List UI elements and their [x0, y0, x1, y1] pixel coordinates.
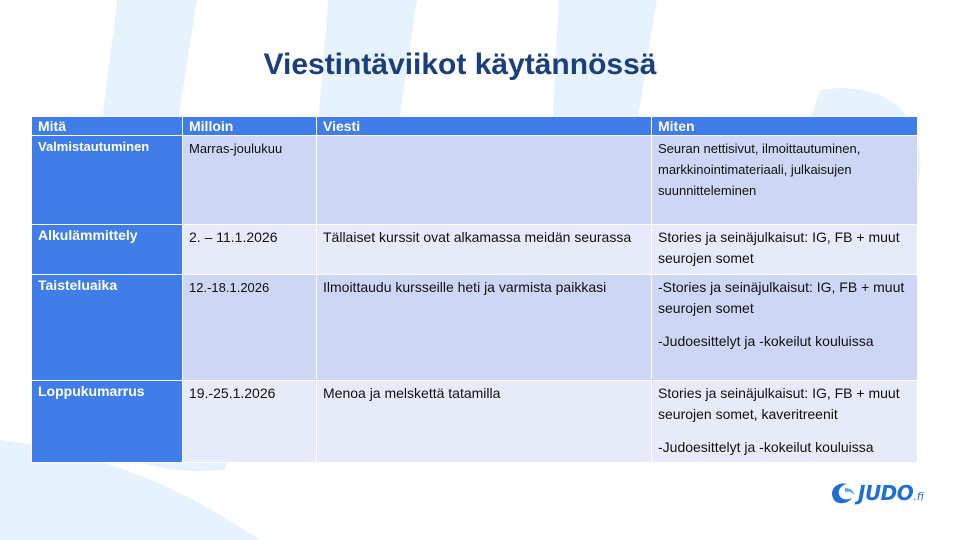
phase-channels: [652, 136, 918, 225]
phase-time: [183, 275, 317, 381]
channel-text: -Stories ja seinäjulkaisut: IG, FB + muut seurojen somet: [658, 279, 905, 316]
phase-label: Valmistautuminen: [38, 139, 150, 154]
phase-channels: [652, 225, 918, 275]
table-row: [32, 225, 918, 275]
phase-time: 2. – 11.1.2026: [183, 225, 317, 275]
phase-channels: [652, 381, 918, 463]
header-viesti: Viesti: [317, 117, 652, 136]
phase-name: Taisteluaika: [32, 275, 183, 381]
table-row: [32, 136, 918, 225]
phase-name: Alkulämmittely: [32, 225, 183, 275]
page-title: Viestintäviikot käytännössä: [263, 48, 657, 81]
time-label: 12.-18.1.2026: [189, 280, 270, 295]
header-mita: Mitä: [32, 117, 183, 136]
channel-text: -Judoesittelyt ja -kokeilut kouluissa: [658, 333, 874, 349]
phase-name: [32, 136, 183, 225]
phase-channels: [652, 275, 918, 381]
channel-text: Stories ja seinäjulkaisut: IG, FB + muut seurojen somet: [658, 229, 900, 266]
phase-message: Menoa ja melskettä tatamilla: [317, 381, 652, 463]
channel-text: -Judoesittelyt ja -kokeilut kouluissa: [658, 439, 874, 455]
phase-name: Loppukumarrus: [32, 381, 183, 463]
logo-text: JUDO: [858, 481, 914, 505]
table-header-row: [32, 117, 918, 136]
judo-logo-icon: [828, 480, 858, 506]
schedule-table: [31, 116, 918, 463]
phase-time: 19.-25.1.2026: [183, 381, 317, 463]
table-row: [32, 275, 918, 381]
phase-message: Ilmoittaudu kursseille heti ja varmista paikkasi: [317, 275, 652, 381]
judo-logo: [828, 480, 924, 506]
header-miten: Miten: [652, 117, 918, 136]
logo-suffix: .fi: [913, 490, 924, 503]
header-milloin: Milloin: [183, 117, 317, 136]
table-row: [32, 381, 918, 463]
phase-message: Tällaiset kurssit ovat alkamassa meidän seurassa: [317, 225, 652, 275]
channel-text: Stories ja seinäjulkaisut: IG, FB + muut seurojen somet, kaveritreenit: [658, 385, 900, 422]
time-label: Marras-joulukuu: [189, 141, 283, 156]
phase-time: [183, 136, 317, 225]
phase-message: [317, 136, 652, 225]
channel-text: Seuran nettisivut, ilmoittautuminen, markkinointimateriaali, julkaisujen suunnitteleminen: [658, 141, 861, 198]
